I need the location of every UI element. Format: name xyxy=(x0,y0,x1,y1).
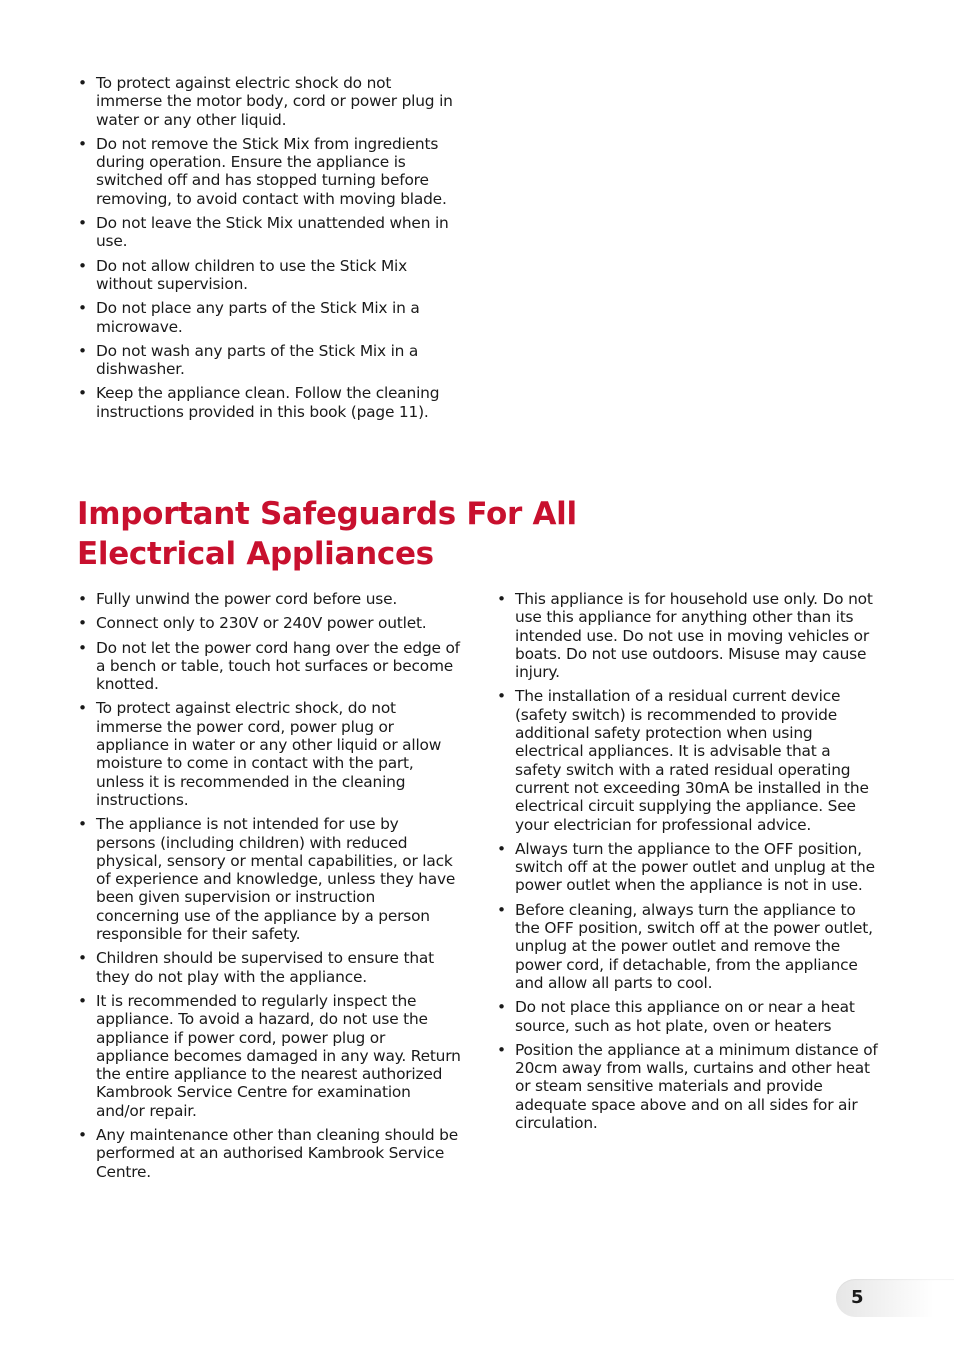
list-item: • Do not place any parts of the Stick Mix in a microwave. xyxy=(78,299,454,336)
list-item: • Before cleaning, always turn the appliance to the OFF position, switch off at the power outlet, unplug at the power outlet and remove the power cord, if detachable, from the appliance and allow all parts to cool. xyxy=(497,901,881,992)
list-item: • Do not leave the Stick Mix unattended when in use. xyxy=(78,214,454,251)
list-item: • Fully unwind the power cord before use. xyxy=(78,590,462,608)
list-item: • This appliance is for household use only. Do not use this appliance for anything other than its intended use. Do not use in moving vehicles or boats. Do not use outdoors. Misuse may cause injury. xyxy=(497,590,881,681)
list-item: • It is recommended to regularly inspect the appliance. To avoid a hazard, do not use the appliance if power cord, power plug or appliance becomes damaged in any way. Return the entire appliance to the nearest authorized Kambrook Service Centre for examination and/or repair. xyxy=(78,992,462,1120)
list-item: • Do not let the power cord hang over the edge of a bench or table, touch hot surfaces or become knotted. xyxy=(78,639,462,694)
list-item: • To protect against electric shock do not immerse the motor body, cord or power plug in water or any other liquid. xyxy=(78,74,454,129)
page-number: 5 xyxy=(851,1287,864,1308)
list-item: • Any maintenance other than cleaning should be performed at an authorised Kambrook Service Centre. xyxy=(78,1126,462,1181)
list-item: • Children should be supervised to ensure that they do not play with the appliance. xyxy=(78,949,462,986)
list-item: • To protect against electric shock, do not immerse the power cord, power plug or appliance in water or any other liquid or allow moisture to come in contact with the part, unless it is recommended in the cleaning instructions. xyxy=(78,699,462,809)
section-heading: Important Safeguards For All Electrical Appliances xyxy=(77,496,577,572)
safeguards-list-left xyxy=(78,590,462,1187)
list-item: • The installation of a residual current device (safety switch) is recommended to provide additional safety protection when using electrical appliances. It is advisable that a safety switch with a rated residual operating current not exceeding 30mA be installed in the electrical circuit supplying the appliance. See your electrician for professional advice. xyxy=(497,687,881,833)
safeguards-list-right xyxy=(497,590,881,1138)
list-item: • Position the appliance at a minimum distance of 20cm away from walls, curtains and other heat or steam sensitive materials and provide adequate space above and on all sides for air circulation. xyxy=(497,1041,881,1132)
list-item: • Keep the appliance clean. Follow the cleaning instructions provided in this book (page 11). xyxy=(78,384,454,421)
list-item: • Connect only to 230V or 240V power outlet. xyxy=(78,614,462,632)
list-item: • Do not remove the Stick Mix from ingredients during operation. Ensure the appliance is switched off and has stopped turning before removing, to avoid contact with moving blade. xyxy=(78,135,454,208)
list-item: • Do not wash any parts of the Stick Mix in a dishwasher. xyxy=(78,342,454,379)
list-item: • Do not allow children to use the Stick Mix without supervision. xyxy=(78,257,454,294)
stick-mix-safety-list xyxy=(78,74,454,427)
list-item: • The appliance is not intended for use by persons (including children) with reduced physical, sensory or mental capabilities, or lack of experience and knowledge, unless they have been given supervision or instruction concerning use of the appliance by a person responsible for their safety. xyxy=(78,815,462,943)
list-item: • Do not place this appliance on or near a heat source, such as hot plate, oven or heaters xyxy=(497,998,881,1035)
list-item: • Always turn the appliance to the OFF position, switch off at the power outlet and unplug at the power outlet when the appliance is not in use. xyxy=(497,840,881,895)
